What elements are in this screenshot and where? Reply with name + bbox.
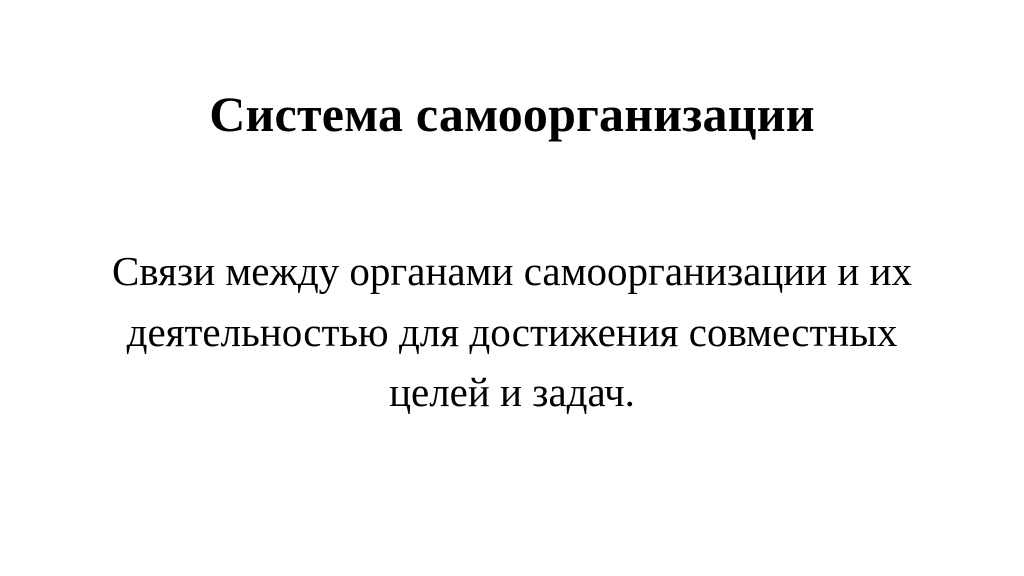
page-title: Система самоорганизации	[209, 85, 815, 142]
slide-body-text: Связи между органами самоорганизации и их деятельностью для достижения совместных целей и задач.	[111, 248, 913, 416]
